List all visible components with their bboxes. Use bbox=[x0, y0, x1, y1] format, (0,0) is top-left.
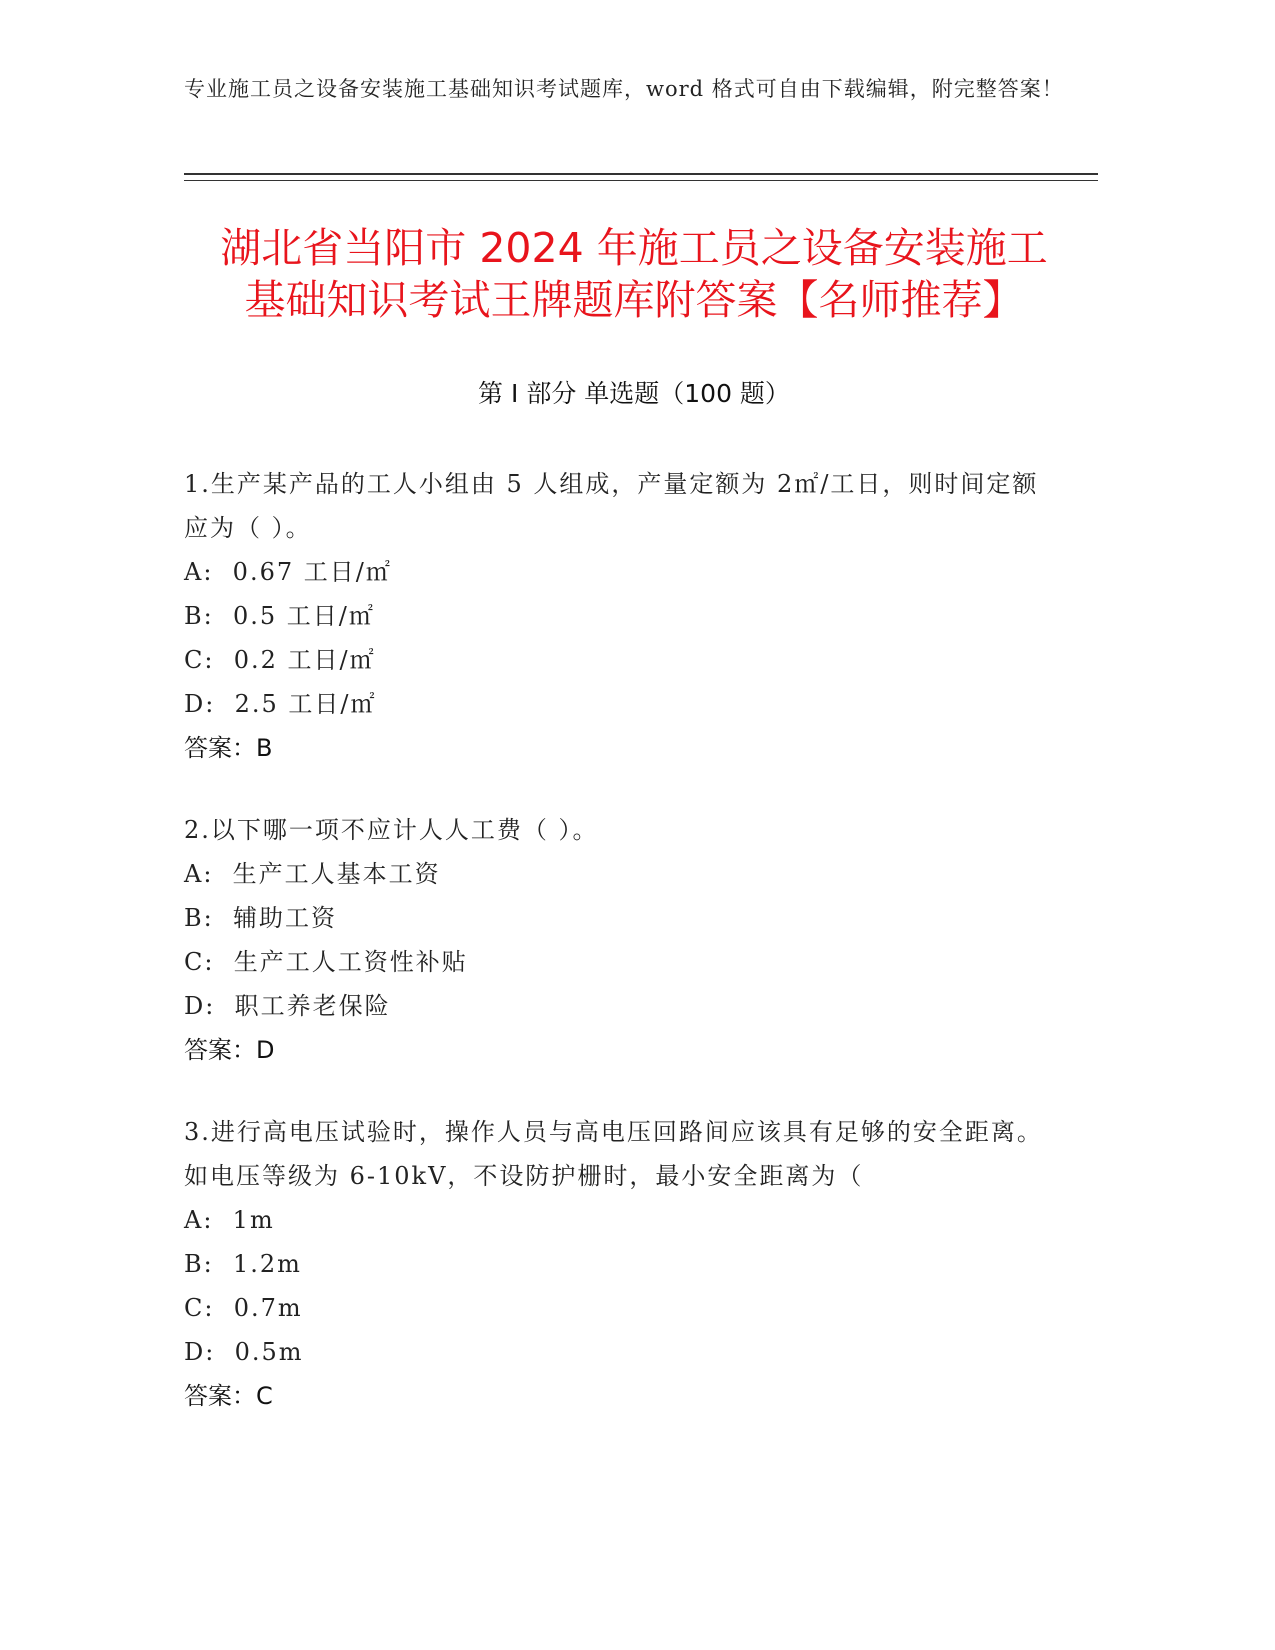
question-stem: 2.以下哪一项不应计人人工费（ ）。 bbox=[184, 816, 599, 844]
document-title-line-2: 基础知识考试王牌题库附答案【名师推荐】 bbox=[244, 276, 1024, 324]
option-b: B: 1.2m bbox=[184, 1250, 302, 1278]
option-d: D: 0.5m bbox=[184, 1338, 304, 1366]
document-header-note: 专业施工员之设备安装施工基础知识考试题库，word 格式可自由下载编辑，附完整答案！ bbox=[184, 77, 1064, 101]
question-1 bbox=[184, 462, 1064, 770]
question-list bbox=[184, 462, 1064, 1456]
question-answer: 答案：C bbox=[184, 1382, 273, 1410]
option-d: D: 职工养老保险 bbox=[184, 992, 391, 1020]
option-c: C: 生产工人工资性补贴 bbox=[184, 948, 468, 976]
document-title bbox=[184, 222, 1084, 326]
question-answer: 答案：D bbox=[184, 1036, 275, 1064]
option-a: A: 0.67 工日/㎡ bbox=[184, 558, 392, 586]
option-a: A: 1m bbox=[184, 1206, 275, 1234]
option-c: C: 0.2 工日/㎡ bbox=[184, 646, 376, 674]
question-answer: 答案：B bbox=[184, 734, 273, 762]
option-a: A: 生产工人基本工资 bbox=[184, 860, 441, 888]
question-2 bbox=[184, 808, 1064, 1072]
option-b: B: 辅助工资 bbox=[184, 904, 337, 932]
header-rule-thick bbox=[184, 173, 1098, 175]
option-d: D: 2.5 工日/㎡ bbox=[184, 690, 377, 718]
option-b: B: 0.5 工日/㎡ bbox=[184, 602, 375, 630]
question-stem: 1.生产某产品的工人小组由 5 人组成，产量定额为 2㎡/工日，则时间定额应为（ ）。 bbox=[184, 470, 1039, 542]
question-3 bbox=[184, 1110, 1064, 1418]
section-title: 第 I 部分 单选题（100 题） bbox=[478, 379, 790, 408]
option-c: C: 0.7m bbox=[184, 1294, 303, 1322]
document-title-line-1: 湖北省当阳市 2024 年施工员之设备安装施工 bbox=[220, 224, 1048, 272]
question-stem: 3.进行高电压试验时，操作人员与高电压回路间应该具有足够的安全距离。如电压等级为 6-10kV，不设防护栅时，最小安全距离为（ bbox=[184, 1118, 1043, 1190]
header-rule-thin bbox=[184, 180, 1098, 181]
